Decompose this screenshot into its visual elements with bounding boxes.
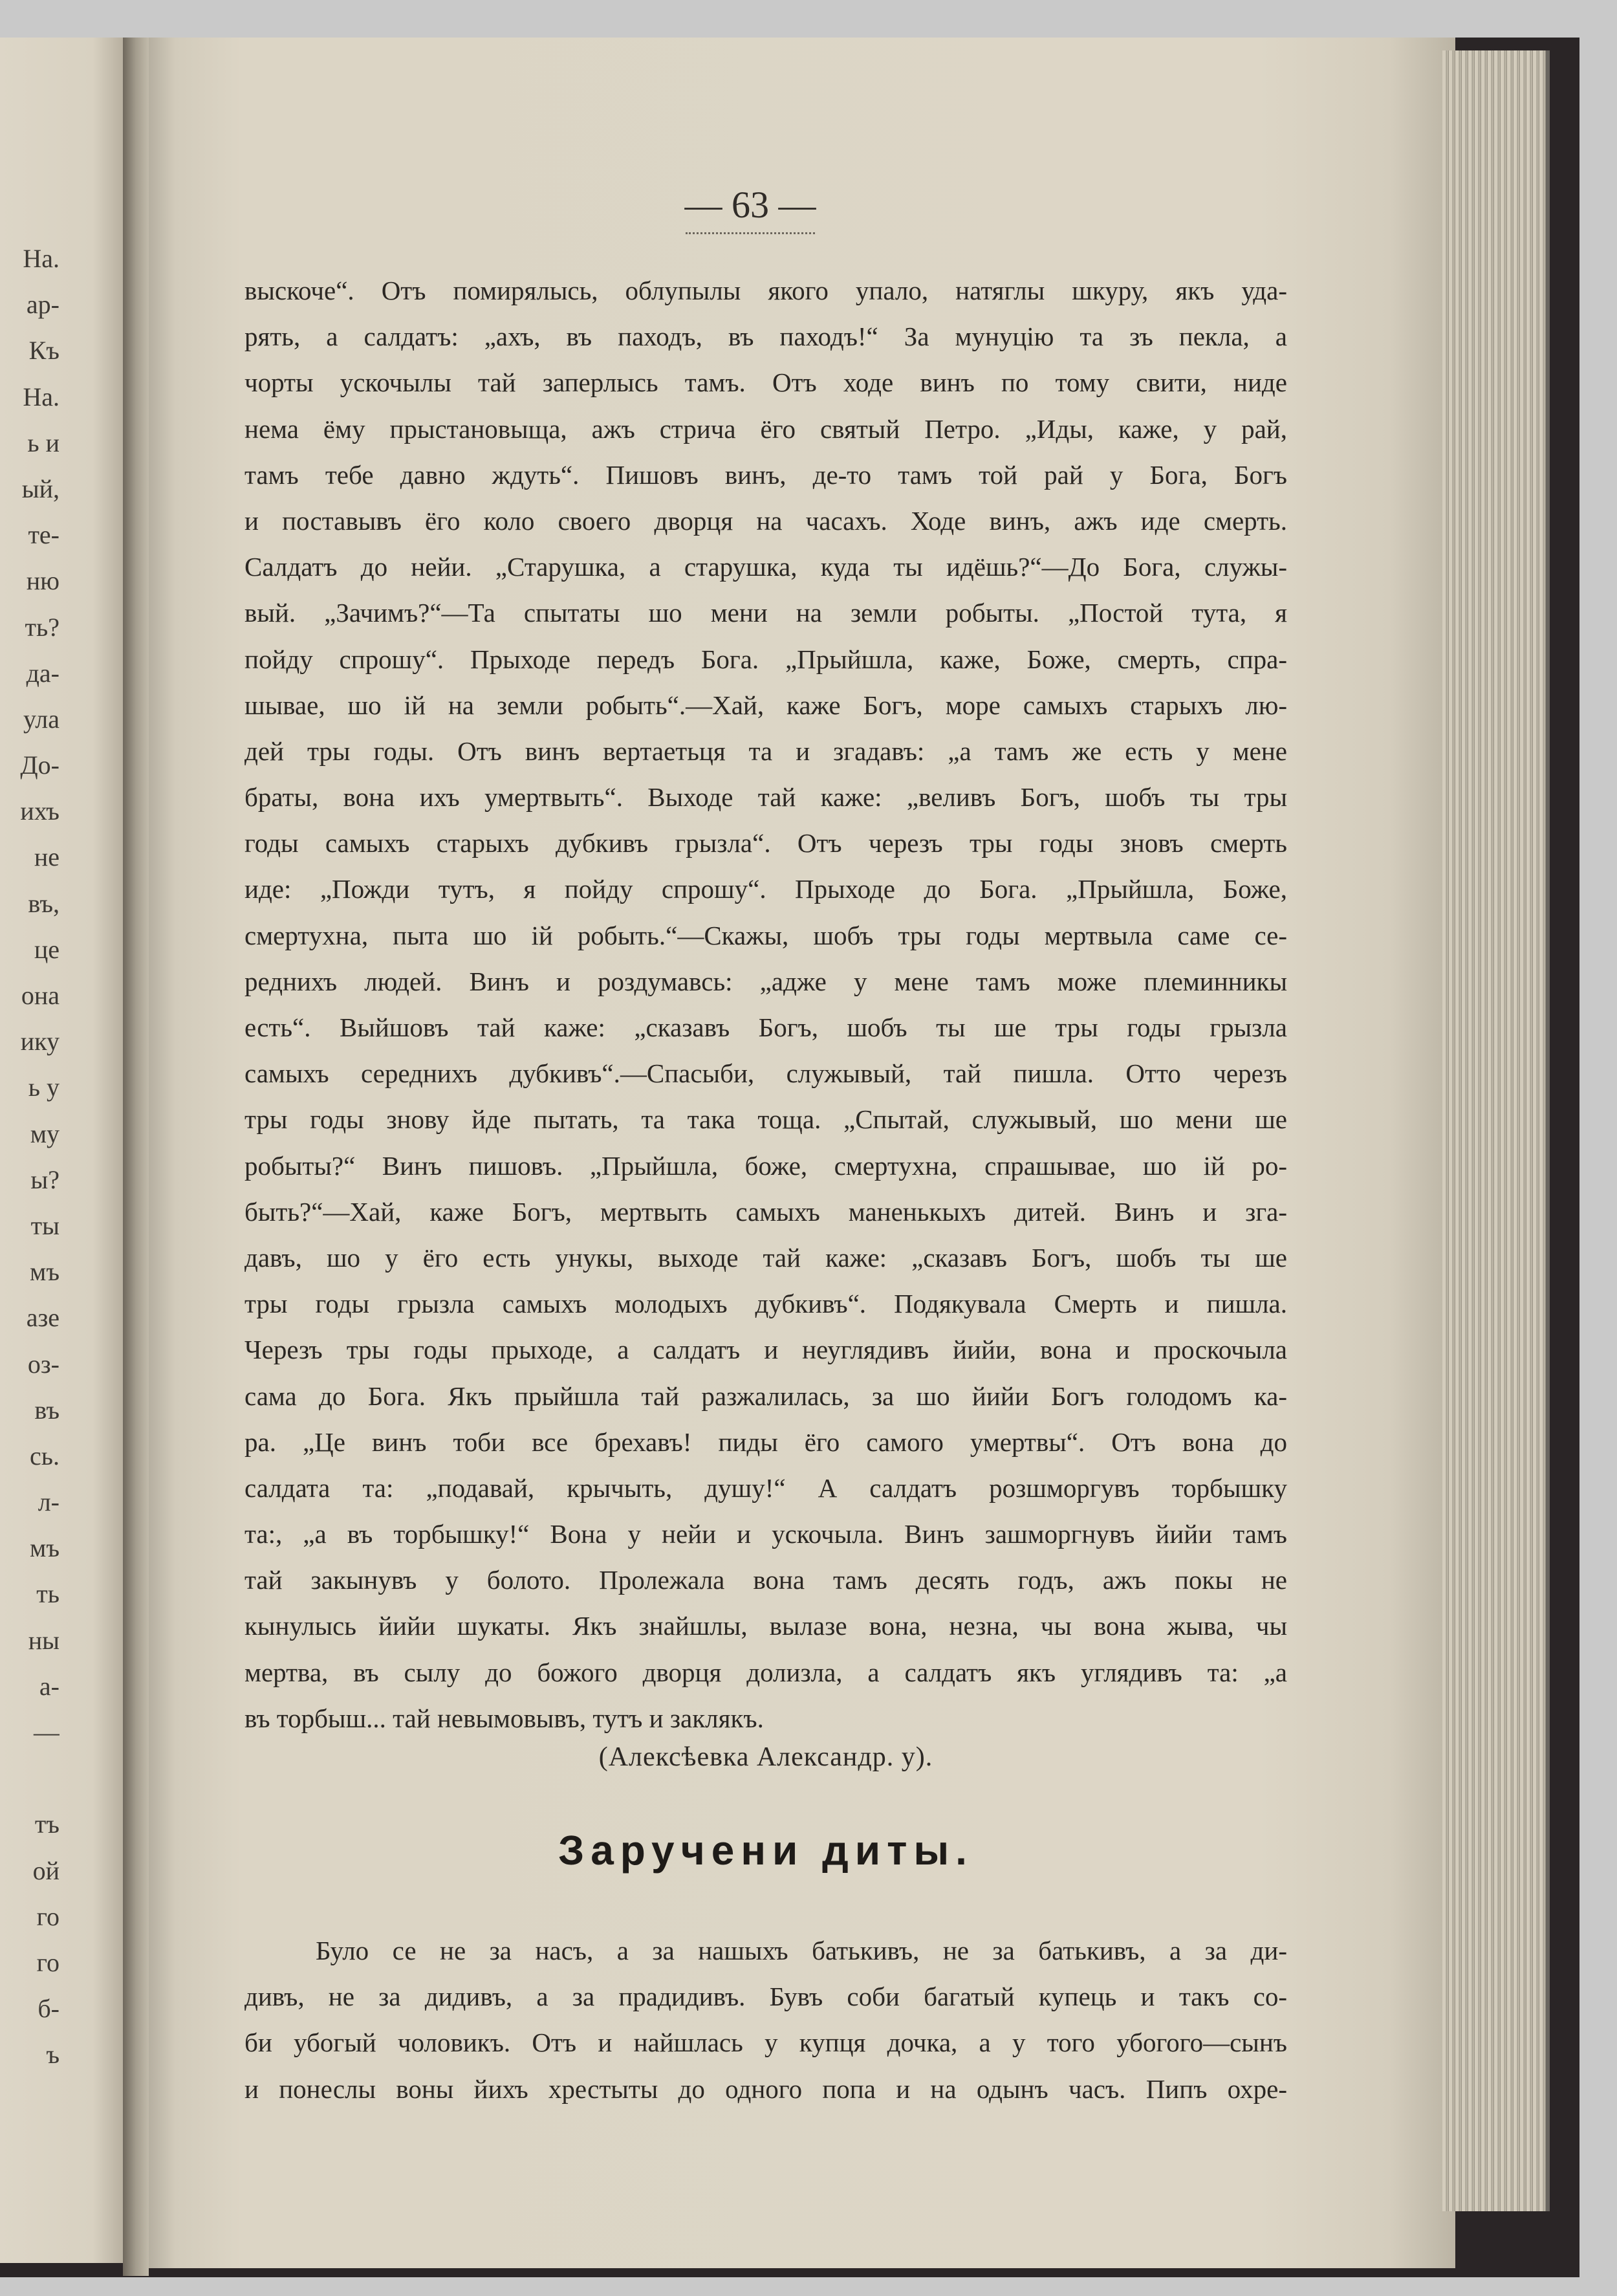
text-line: кынулысь йийи шукаты. Якъ знайшлы, вылазе вона, незна, чы вона жыва, чы [244, 1611, 1287, 1641]
left-page-line: му [30, 1119, 60, 1148]
text-line: браты, вона ихъ умертвыть“. Выходе тай каже: „веливъ Богъ, шобъ ты тры [244, 782, 1287, 813]
text-line: Салдатъ до нейи. „Старушка, а старушка, куда ты идёшь?“—До Бога, служы- [244, 552, 1287, 582]
left-page-line: азе [26, 1303, 60, 1333]
source-attribution: (Алексѣевка Александр. у). [598, 1742, 933, 1772]
left-page-text [0, 235, 60, 2078]
left-page-line: ихъ [20, 796, 60, 826]
text-line: смертухна, пыта шо ій робыть.“—Скажы, шобъ тры годы мертвыла саме се- [244, 920, 1287, 950]
left-page-line: ть? [25, 612, 60, 642]
text-line: шывае, шо ій на земли робыть“.—Хай, каже Богъ, море самыхъ старыхъ лю- [244, 690, 1287, 720]
text-line: рять, а салдатъ: „ахъ, въ паходъ, въ паходъ!“ За мунуцію та зъ пекла, а [244, 322, 1287, 352]
left-page-line: це [34, 934, 60, 964]
book-binding [123, 38, 149, 2276]
text-line: давъ, шо у ёго есть унукы, выходе тай каже: „сказавъ Богъ, шобъ ты ше [244, 1242, 1287, 1273]
story-text [244, 268, 1287, 1742]
text-line: та:, „а въ торбышку!“ Вона у нейи и ускочыла. Винъ зашморгнувъ йийи тамъ [244, 1519, 1287, 1549]
text-line: выскоче“. Отъ помирялысь, облупылы якого упало, натяглы шкуру, якъ уда- [244, 276, 1287, 305]
text-line: дей тры годы. Отъ винъ вертаетьця та и згадавъ: „а тамъ же есть у мене [244, 736, 1287, 766]
text-line: тры годы грызла самыхъ молодыхъ дубкивъ“. Подякувала Смерть и пишла. [244, 1289, 1287, 1319]
text-line: мертва, въ сылу до божого дворця долизла, а салдатъ якъ углядивъ та: „а [244, 1657, 1287, 1687]
left-page-line: ны [28, 1625, 60, 1655]
left-page-line: ой [32, 1855, 60, 1885]
left-page-line: Къ [28, 336, 60, 366]
left-page-line: На. [23, 244, 60, 273]
left-page-line: ый, [21, 474, 60, 503]
left-page-line: оз- [27, 1349, 60, 1379]
page-number-rule [686, 228, 815, 234]
text-line: тры годы знову йде пытать, та така тоща. „Спытай, служывый, шо мени ше [244, 1104, 1287, 1135]
left-page-line: ты [30, 1210, 60, 1240]
text-line: дивъ, не за дидивъ, а за прадидивъ. Бувъ соби багатый купець и такъ со- [244, 1982, 1287, 2012]
left-page-line: те- [28, 520, 60, 550]
left-page-line: ь и [27, 428, 60, 457]
text-line: Черезъ тры годы прыходе, а салдатъ и неуглядивъ йийи, вона и проскочыла [244, 1335, 1287, 1365]
text-line: въ торбыш... тай невымовывъ, тутъ и заклякъ. [244, 1703, 764, 1733]
page-number: — 63 — [684, 184, 816, 226]
left-page-line: тъ [34, 1809, 60, 1839]
left-page-line: мъ [30, 1257, 60, 1287]
story-text-2 [244, 1928, 1287, 2112]
text-line: би убогый чоловикъ. Отъ и найшлась у купця дочка, а у того убогого—сынъ [244, 2028, 1287, 2058]
section-title: Заручени диты. [558, 1827, 973, 1874]
left-page-line: а- [39, 1671, 60, 1701]
left-page-line: До- [20, 750, 60, 780]
text-line: вый. „Зачимъ?“—Та спытаты шо мени на земли робыты. „Постой тута, я [244, 598, 1287, 628]
left-page-line: въ, [28, 888, 60, 918]
left-page-line [0, 1755, 60, 1801]
text-line: иде: „Пожди тутъ, я пойду спрошу“. Прыходе до Бога. „Прыйшла, Боже, [244, 874, 1287, 904]
left-page-line: сь. [30, 1441, 60, 1471]
text-line: тай закынувъ у болото. Пролежала вона тамъ десять годъ, ажъ покы не [244, 1565, 1287, 1595]
left-page [0, 38, 133, 2263]
left-page-line: ть [36, 1579, 60, 1609]
text-line: сама до Бога. Якъ прыйшла тай разжалилась, за шо йийи Богъ голодомъ ка- [244, 1381, 1287, 1411]
text-line: чорты ускочылы тай заперлысь тамъ. Отъ ходе винъ по тому свити, ниде [244, 367, 1287, 398]
left-page-line: го [36, 1947, 60, 1977]
left-page-line: она [21, 981, 60, 1010]
left-page-line: ула [23, 704, 60, 734]
left-page-line: да- [26, 658, 60, 688]
text-line: и поставывъ ёго коло своего дворця на часахъ. Ходе винъ, ажъ иде смерть. [244, 505, 1287, 536]
left-page-line: ню [26, 566, 60, 596]
left-page-line: ы? [30, 1164, 60, 1194]
text-line: есть“. Выйшовъ тай каже: „сказавъ Богъ, шобъ ты ше тры годы грызла [244, 1012, 1287, 1042]
left-page-line: На. [23, 382, 60, 411]
left-page-line: въ [34, 1395, 60, 1425]
book-scan [0, 38, 1579, 2277]
text-line: самыхъ середнихъ дубкивъ“.—Спасыби, служывый, тай пишла. Отто черезъ [244, 1058, 1287, 1089]
left-page-line: ику [20, 1027, 60, 1056]
text-line: нема ёму прыстановыща, ажъ стрича ёго святый Петро. „Иды, каже, у рай, [244, 413, 1287, 444]
left-page-line: ар- [26, 290, 60, 320]
text-line: пойду спрошу“. Прыходе передъ Бога. „Прыйшла, каже, Боже, смерть, спра- [244, 644, 1287, 674]
text-line: Було се не за насъ, а за нашыхъ батькивъ, не за батькивъ, а за ди- [316, 1936, 1287, 1965]
text-line: годы самыхъ старыхъ дубкивъ грызла“. Отъ черезъ тры годы зновъ смерть [244, 828, 1287, 858]
left-page-line: мъ [30, 1533, 60, 1563]
page-edges [1442, 50, 1550, 2211]
text-line: ра. „Це винъ тоби все брехавъ! пиды ёго самого умертвы“. Отъ вона до [244, 1427, 1287, 1457]
left-page-line: б- [38, 1994, 60, 2024]
text-line: и понеслы воны йихъ хрестыты до одного попа и на одынъ часъ. Пипъ охре- [244, 2073, 1287, 2104]
text-line: быть?“—Хай, каже Богъ, мертвыть самыхъ маненькыхъ дитей. Винъ и зга- [244, 1196, 1287, 1227]
left-page-line: го [36, 1901, 60, 1931]
left-page-line: — [34, 1718, 60, 1747]
left-page-line: ъ [46, 2040, 60, 2070]
text-line: робыты?“ Винъ пишовъ. „Прыйшла, боже, смертухна, спрашывае, шо ій ро- [244, 1150, 1287, 1181]
text-line: тамъ тебе давно ждуть“. Пишовъ винъ, де-то тамъ той рай у Бога, Богъ [244, 459, 1287, 490]
text-line: реднихъ людей. Винъ и роздумавсь: „адже у мене тамъ може племинникы [244, 966, 1287, 996]
left-page-line: не [34, 842, 60, 872]
left-page-line: л- [38, 1487, 60, 1517]
text-line: салдата та: „подавай, крычыть, душу!“ А салдатъ розшморгувъ торбышку [244, 1472, 1287, 1503]
left-page-line: ь у [28, 1073, 60, 1102]
